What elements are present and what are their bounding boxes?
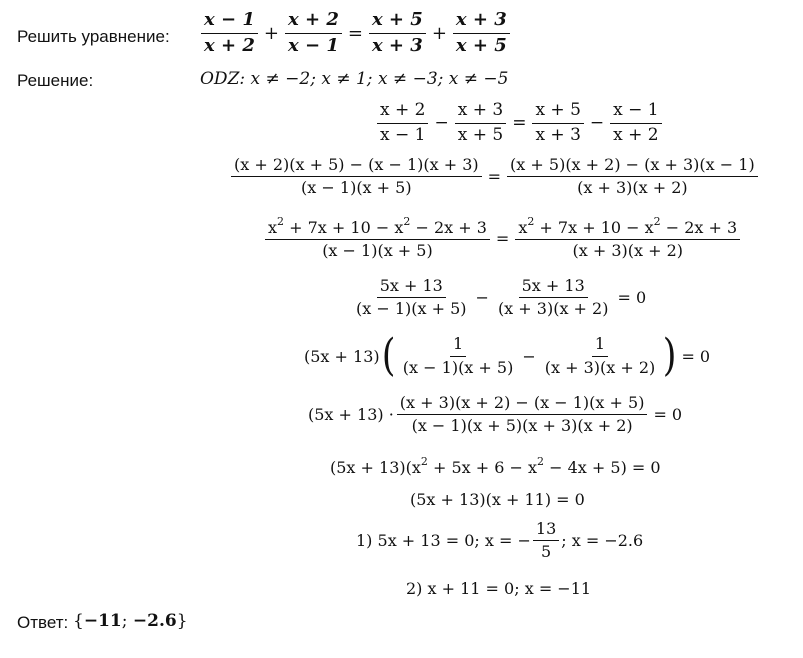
step-10: 2) x + 11 = 0; x = −11 xyxy=(406,579,592,598)
step-6: (5x + 13) · $\frac{(x + 3)(x + 2) - (x - 1)(x + 5)}{(x - 1)(x + 5)(x + 3)(x + 2)}$ = 0 xyxy=(308,393,683,436)
eq-fraction-4: $\frac{x + 3}{x + 5}$ xyxy=(453,10,510,56)
eq-fraction-1: $\frac{x - 1}{x + 2}$ xyxy=(201,10,258,56)
answer-value: {−11; −2.6} xyxy=(73,611,188,631)
step-8: (5x + 13)(x + 11) = 0 xyxy=(410,490,585,509)
answer-label: Ответ: xyxy=(17,613,69,632)
odz-line xyxy=(200,69,508,89)
eq-fraction-3: $\frac{x + 5}{x + 3}$ xyxy=(369,10,426,56)
step-7: $(5x + 13)(x^2 + 5x + 6 - x^2 - 4x + 5) = 0$ xyxy=(330,455,661,477)
eq-fraction-2: $\frac{x + 2}{x - 1}$ xyxy=(285,10,342,56)
original-equation: $\frac{x - 1}{x + 2}$ + $\frac{x + 2}{x - 1}$ = $\frac{x + 5}{x + 3}$ + $\frac{x + 3}{x + 5}$ xyxy=(198,10,513,56)
step-5: (5x + 13) ( $\frac{1}{(x - 1)(x + 5)}$ − $\frac{1}{(x + 3)(x + 2)}$ ) = 0 xyxy=(304,330,711,381)
odz-label: ODZ xyxy=(200,69,240,89)
step-3: $\frac{x^2 + 7x + 10 - x^2 - 2x + 3}{(x - 1)(x + 5)}$ = $\frac{x^2 + 7x + 10 - x^2 - 2x + 3}{(x + 3)(x + 2)}$ xyxy=(262,216,743,261)
task-label: Решить уравнение: xyxy=(17,27,170,46)
odz-conditions: : x ≠ −2; x ≠ 1; x ≠ −3; x ≠ −5 xyxy=(239,69,509,89)
solution-label: Решение: xyxy=(17,71,94,90)
step-4: $\frac{5x + 13}{(x - 1)(x + 5)}$ − $\frac{5x + 13}{(x + 3)(x + 2)}$ = 0 xyxy=(356,276,647,319)
step-9: 1) 5x + 13 = 0; x = − $\frac{13}{5}$ ; x = −2.6 xyxy=(356,519,644,562)
step-1: $\frac{x + 2}{x - 1}$ − $\frac{x + 3}{x + 5}$ = $\frac{x + 5}{x + 3}$ − $\frac{x - 1}{x + 2}$ xyxy=(374,101,665,145)
step-2: $\frac{(x + 2)(x + 5) - (x - 1)(x + 3)}{(x - 1)(x + 5)}$ = $\frac{(x + 5)(x + 2) - (x + 3)(x - 1)}{(x + 3)(x + 2)}$ xyxy=(228,156,761,198)
